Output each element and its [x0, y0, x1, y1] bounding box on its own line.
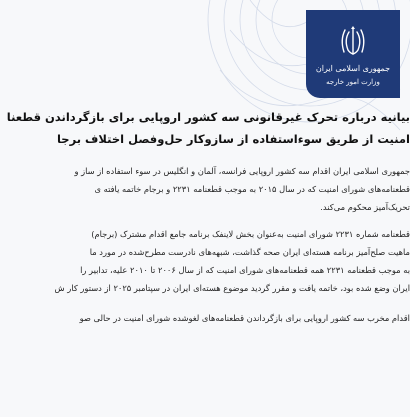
- paragraph-1: [0, 162, 410, 216]
- paragraph-3: [0, 309, 410, 327]
- text-line: قطعنامه شماره ۲۲۳۱ شورای امنیت به‌عنوان بخش لاینفک برنامه جامع اقدام مشترک (برجام): [91, 229, 410, 239]
- allah-emblem-icon: [340, 26, 366, 56]
- paragraph-2: [0, 225, 410, 297]
- emblem-country-name: جمهوری اسلامی ایران: [315, 64, 391, 73]
- text-line: تحریک‌آمیز محکوم می‌کند.: [320, 202, 410, 212]
- text-line: قطعنامه‌های شورای امنیت که در سال ۲۰۱۵ به موجب قطعنامه ۲۲۳۱ و برجام خاتمه یافته ی: [94, 184, 410, 194]
- text-line: به موجب قطعنامه ۲۲۳۱ همه قطعنامه‌های شورای امنیت که از سال ۲۰۰۶ تا ۲۰۱۰ علیه، تدابیر را: [80, 265, 410, 275]
- text-line: ماهیت صلح‌آمیز برنامه هسته‌ای ایران صحه گذاشت، شبهه‌های نادرست مطرح‌شده در مورد ما: [89, 247, 410, 257]
- page-title: [0, 106, 410, 150]
- text-line: ایران وضع شده بود، خاتمه یافت و مقرر گردید موضوع هسته‌ای ایران در سپتامبر ۲۰۲۵ از دستور کار ش: [54, 283, 410, 293]
- ministry-emblem: [306, 10, 400, 98]
- text-line: جمهوری اسلامی ایران اقدام سه کشور اروپایی فرانسه، آلمان و انگلیس در سوء استفاده از ساز و: [74, 166, 410, 176]
- emblem-ministry-name: وزارت امور خارجه: [326, 78, 380, 86]
- title-line: بیانیه درباره تحرک غیرقانونی سه کشور اروپایی برای بازگرداندن قطعنا: [6, 110, 410, 124]
- text-line: اقدام مخرب سه کشور اروپایی برای بازگرداندن قطعنامه‌های لغوشده شورای امنیت در حالی صو: [79, 313, 410, 323]
- title-line: امنیت از طریق سوءاستفاده از سازوکار حل‌وفصل اختلاف برجا: [56, 132, 410, 146]
